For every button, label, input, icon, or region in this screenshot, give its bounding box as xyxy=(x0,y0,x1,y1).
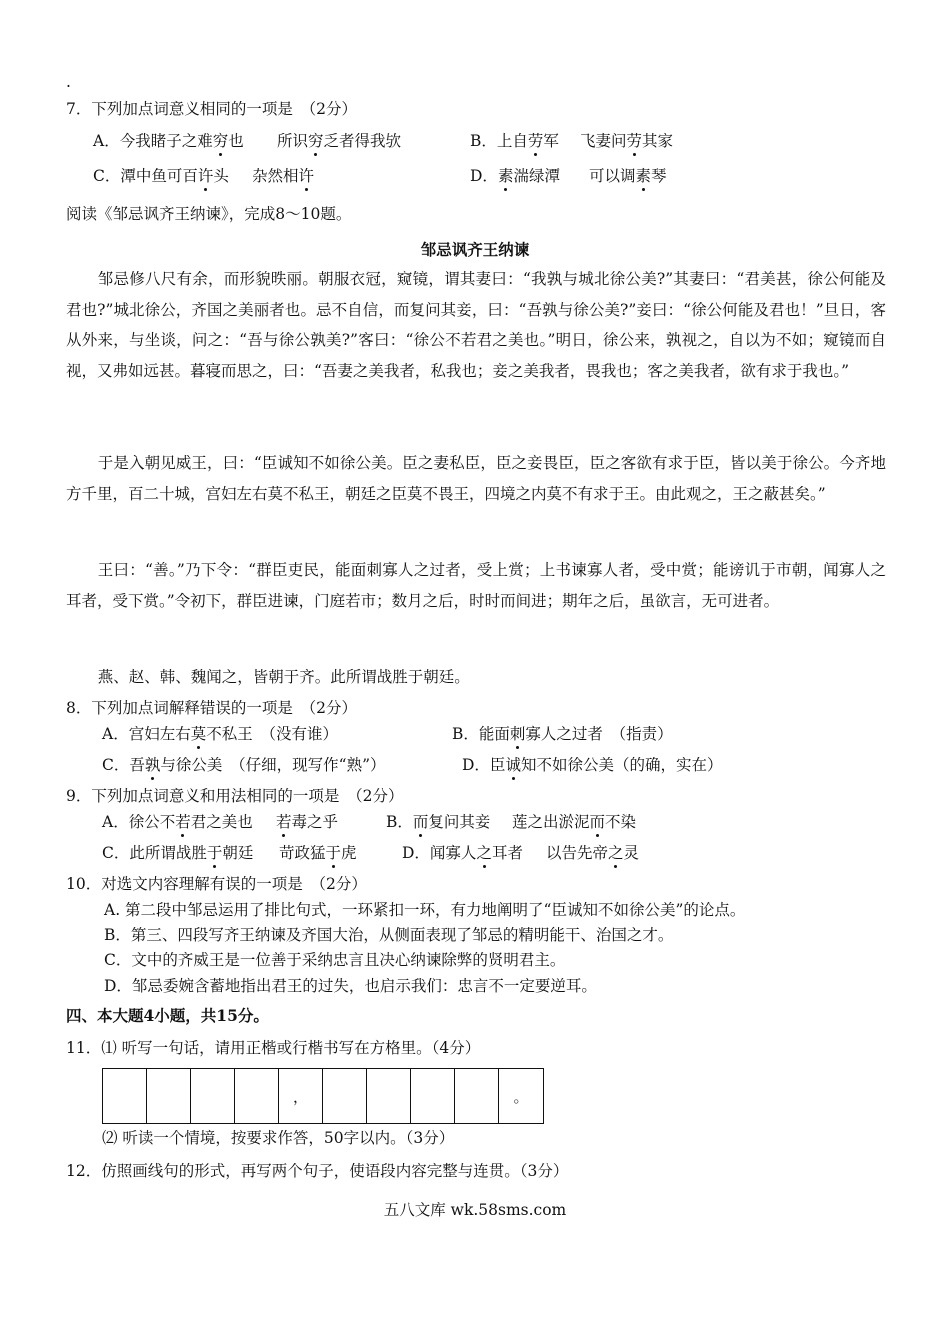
q9-option-d-pair: 以告先帝之灵 xyxy=(546,844,640,862)
q8-stem: 8．下列加点词解释错误的一项是 （2分） xyxy=(66,699,357,717)
answer-cell[interactable] xyxy=(323,1069,367,1123)
q9-option-a: A．徐公不若君之美也 xyxy=(102,813,253,831)
top-mark: . xyxy=(66,73,71,91)
q10-option-a: A. 第二段中邹忌运用了排比句式，一环紧扣一环，有力地阐明了“臣诚知不如徐公美”的论点。 xyxy=(104,901,746,919)
passage-paragraph-3: 王曰：“善。”乃下令：“群臣吏民，能面刺寡人之过者，受上赏；上书谏寡人者，受中赏；能谤讥于市朝，闻寡人之耳者，受下赏。”令初下，群臣进谏，门庭若市；数月之后，时时而间进；期年之后，虽欲言，无可进者。 xyxy=(66,561,886,610)
q10-option-b: B．第三、四段写齐王纳谏及齐国大治，从侧面表现了邹忌的精明能干、治国之才。 xyxy=(104,926,674,944)
answer-cell[interactable]: 。 xyxy=(513,1087,529,1106)
q9-stem: 9．下列加点词意义和用法相同的一项是 （2分） xyxy=(66,787,404,805)
passage-paragraph-2: 于是入朝见威王，曰：“臣诚知不如徐公美。臣之妻私臣，臣之妾畏臣，臣之客欲有求于臣，皆以美于徐公。今齐地方千里，百二十城，宫妇左右莫不私王，朝廷之臣莫不畏王，四境之内莫不有求于王。由此观之，王之蔽甚矣。” xyxy=(66,454,886,503)
answer-grid xyxy=(102,1068,544,1124)
q10-option-d: D．邹忌委婉含蓄地指出君王的过失，也启示我们：忠言不一定要逆耳。 xyxy=(104,977,597,995)
answer-cell[interactable] xyxy=(455,1069,499,1123)
q9-option-d: D．闻寡人之耳者 xyxy=(402,844,523,862)
q7-option-c-pair: 杂然相许 xyxy=(252,167,315,185)
passage-title: 邹忌讽齐王纳谏 xyxy=(420,240,530,259)
q9-option-b: B．而复问其妾 xyxy=(386,813,491,831)
answer-cell[interactable] xyxy=(147,1069,191,1123)
q8-option-b: B．能面刺寡人之过者 （指责） xyxy=(452,725,673,743)
q7-option-c: C．潭中鱼可百许头 xyxy=(93,167,229,185)
q9-option-c-pair: 苛政猛于虎 xyxy=(279,844,357,862)
reading-intro: 阅读《邹忌讽齐王纳谏》，完成8～10题。 xyxy=(66,205,352,223)
q7-option-a-pair: 所识穷乏者得我欤 xyxy=(277,132,402,150)
q7-option-a: A．今我睹子之难穷也 xyxy=(93,132,244,150)
q11-stem: 11．⑴ 听写一句话，请用正楷或行楷书写在方格里。（4分） xyxy=(66,1039,481,1057)
answer-cell[interactable] xyxy=(235,1069,279,1123)
q7-option-b: B．上自劳军 xyxy=(470,132,559,150)
q10-stem: 10．对选文内容理解有误的一项是 （2分） xyxy=(66,875,367,893)
q10-option-c: C．文中的齐威王是一位善于采纳忠言且决心纳谏除弊的贤明君主。 xyxy=(104,951,566,969)
passage-paragraph-4: 燕、赵、韩、魏闻之，皆朝于齐。此所谓战胜于朝廷。 xyxy=(97,668,470,686)
footer-watermark: 五八文库 wk.58sms.com xyxy=(383,1201,567,1219)
passage-paragraph-1: 邹忌修八尺有余，而形貌昳丽。朝服衣冠，窥镜，谓其妻曰：“我孰与城北徐公美?”其妻曰：“君美甚，徐公何能及君也?”城北徐公，齐国之美丽者也。忌不自信，而复问其妾，曰：“吾孰与徐公美?”妾曰：“徐公何能及君也！”旦日，客从外来，与坐谈，问之：“吾与徐公孰美?”客曰：“徐公不若君之美也。”明日，徐公来，孰视之，自以为不如；窥镜而自视，又弗如远甚。暮寝而思之，曰：“吾妻之美我者，私我也；妾之美我者，畏我也；客之美我者，欲有求于我也。” xyxy=(66,270,886,380)
answer-cell[interactable] xyxy=(367,1069,411,1123)
q9-option-a-pair: 若毒之乎 xyxy=(276,813,339,831)
q7-option-b-pair: 飞妻问劳其家 xyxy=(580,132,674,150)
answer-cell[interactable] xyxy=(103,1069,147,1123)
answer-cell[interactable] xyxy=(411,1069,455,1123)
q12-stem: 12．仿照画线句的形式，再写两个句子，使语段内容完整与连贯。（3分） xyxy=(66,1162,569,1180)
q7-option-d: D．素湍绿潭 xyxy=(470,167,560,185)
q8-option-d: D．臣诚知不如徐公美（的确，实在） xyxy=(462,756,723,774)
q8-option-c: C．吾孰与徐公美 （仔细，现写作“熟”） xyxy=(102,756,386,774)
q7-stem: 7．下列加点词意义相同的一项是 （2分） xyxy=(66,100,357,118)
section-heading: 四、本大题4小题，共15分。 xyxy=(66,1006,269,1025)
q8-option-a: A．宫妇左右莫不私王 （没有谁） xyxy=(102,725,338,743)
q7-option-d-pair: 可以调素琴 xyxy=(589,167,667,185)
q9-option-b-pair: 莲之出淤泥而不染 xyxy=(512,813,637,831)
q11-sub2: ⑵ 听读一个情境，按要求作答，50字以内。（3分） xyxy=(102,1129,455,1147)
q9-option-c: C．此所谓战胜于朝廷 xyxy=(102,844,254,862)
answer-cell[interactable]: ， xyxy=(279,1069,323,1123)
answer-cell[interactable] xyxy=(191,1069,235,1123)
